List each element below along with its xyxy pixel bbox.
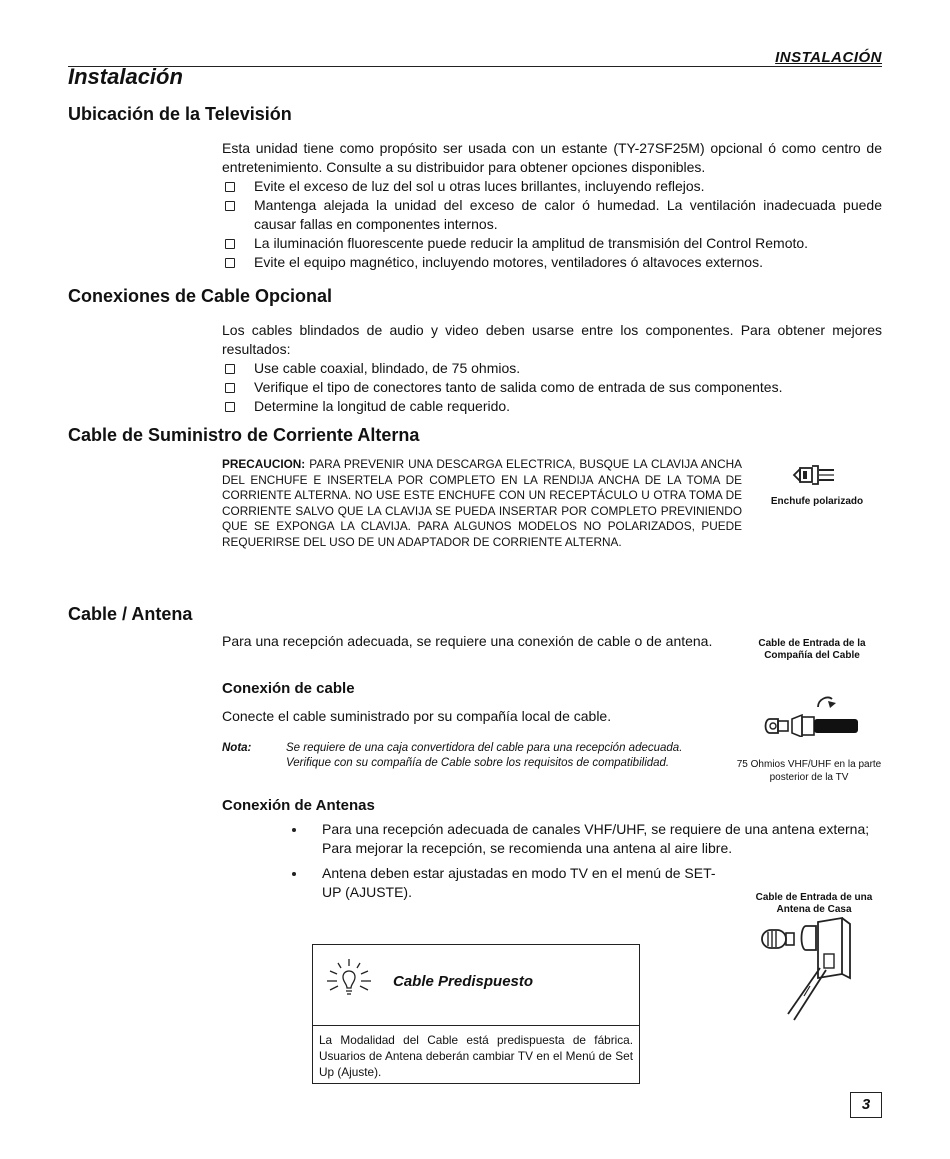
conexiones-list [222,359,882,416]
list-item: Evite el exceso de luz del sol u otras luces brillantes, incluyendo reflejos. [222,177,882,196]
bullet-dot-icon [292,872,296,876]
checkbox-bullet-icon [225,182,235,192]
antenna-list-block [286,820,884,902]
list-item: Use cable coaxial, blindado, de 75 ohmios. [222,359,882,378]
plug-caption: Enchufe polarizado [770,496,864,507]
section-heading-suministro: Cable de Suministro de Corriente Alterna [68,425,420,445]
ubicacion-intro: Esta unidad tiene como propósito ser usada con un estante (TY-27SF25M) opcional ó como centro de entretenimiento. Consulte a su distribuidor para obtener opciones disponibles. [222,140,882,175]
conexiones-intro: Los cables blindados de audio y video deben usarse entre los componentes. Para obtener mejores resultados: [222,322,882,357]
tip-title: Cable Predispuesto [393,973,534,990]
running-header: INSTALACIÓN [775,49,882,66]
coax-connector-icon [762,693,868,737]
list-item: La iluminación fluorescente puede reducir la amplitud de transmisión del Control Remoto. [222,234,882,253]
cable-company-caption: Cable de Entrada de la Compañía del Cable [758,638,866,661]
list-item: Antena deben estar ajustadas en modo TV en el menú de SET-UP (AJUSTE). [286,864,722,902]
nota-label: Nota: [222,742,252,754]
ubicacion-list [222,177,882,272]
antenna-list [286,820,884,902]
cable-connection-heading: Conexión de cable [222,680,355,697]
home-antenna-caption: Cable de Entrada de una Antena de Casa [755,892,873,915]
checkbox-bullet-icon [225,383,235,393]
checkbox-bullet-icon [225,258,235,268]
tip-text: La Modalidad del Cable está predispuesta de fábrica. Usuarios de Antena deberán cambiar TV en el Menú de Set Up (Ajuste). [319,1033,633,1079]
section-heading-ubicacion: Ubicación de la Televisión [68,104,292,124]
tip-box [312,944,640,1084]
polarized-plug-icon [790,462,842,488]
checkbox-bullet-icon [225,402,235,412]
tip-header [313,945,639,1026]
page-title: Instalación [68,64,183,89]
checkbox-bullet-icon [225,364,235,374]
section-body-ubicacion [222,139,882,272]
list-item: Mantenga alejada la unidad del exceso de calor ó humedad. La ventilación inadecuada puede causar fallas en componentes internos. [222,196,882,234]
section-heading-antena: Cable / Antena [68,604,193,624]
antenna-connection-heading: Conexión de Antenas [222,797,375,814]
header-rule [68,66,882,67]
section-heading-conexiones: Conexiones de Cable Opcional [68,286,333,306]
list-item: Evite el equipo magnético, incluyendo motores, ventiladores ó altavoces externos. [222,253,882,272]
caution-text: PRECAUCION: PARA PREVENIR UNA DESCARGA ELECTRICA, BUSQUE LA CLAVIJA ANCHA DEL ENCHUFE E INSERTELA POR COMPLETO EN LA RENDIJA ANCHA DE LA TOMA DE CORRIENTE ALTERNA. NO USE ESTE ENCHUFE CON UN RECEPTÁCULO U OTRA TOMA DE CORRIENTE SALVO QUE LA CLAVIJA SE PUEDA INSERTAR POR COMPLETO PREVINIENDO QUE SE EXPONGA LA CLAVIJA. PARA ALGUNOS MODELOS NO POLARIZADOS, PUEDE REQUERIRSE DEL USO DE UN ADAPTADOR DE CORRIENTE ALTERNA. [222,457,742,549]
cable-connection-text: Conecte el cable suministrado por su compañía local de cable. [222,708,612,724]
antena-intro: Para una recepción adecuada, se requiere una conexión de cable o de antena. [222,633,713,649]
checkbox-bullet-icon [225,239,235,249]
bullet-dot-icon [292,828,296,832]
checkbox-bullet-icon [225,201,235,211]
section-body-conexiones [222,321,882,416]
page-number: 3 [850,1092,882,1118]
lightbulb-icon [321,955,377,1007]
home-antenna-connector-icon [760,916,870,1026]
list-item: Determine la longitud de cable requerido. [222,397,882,416]
vhf-uhf-caption: 75 Ohmios VHF/UHF en la parte posterior de la TV [736,759,882,783]
list-item: Para una recepción adecuada de canales VHF/UHF, se requiere de una antena externa; Para mejorar la recepción, se recomienda una antena al aire libre. [286,820,884,858]
list-item: Verifique el tipo de conectores tanto de salida como de entrada de sus componentes. [222,378,882,397]
nota-text: Se requiere de una caja convertidora del cable para una recepción adecuada. Verifique con su compañía de Cable sobre los requisitos de compatibilidad. [286,742,683,769]
